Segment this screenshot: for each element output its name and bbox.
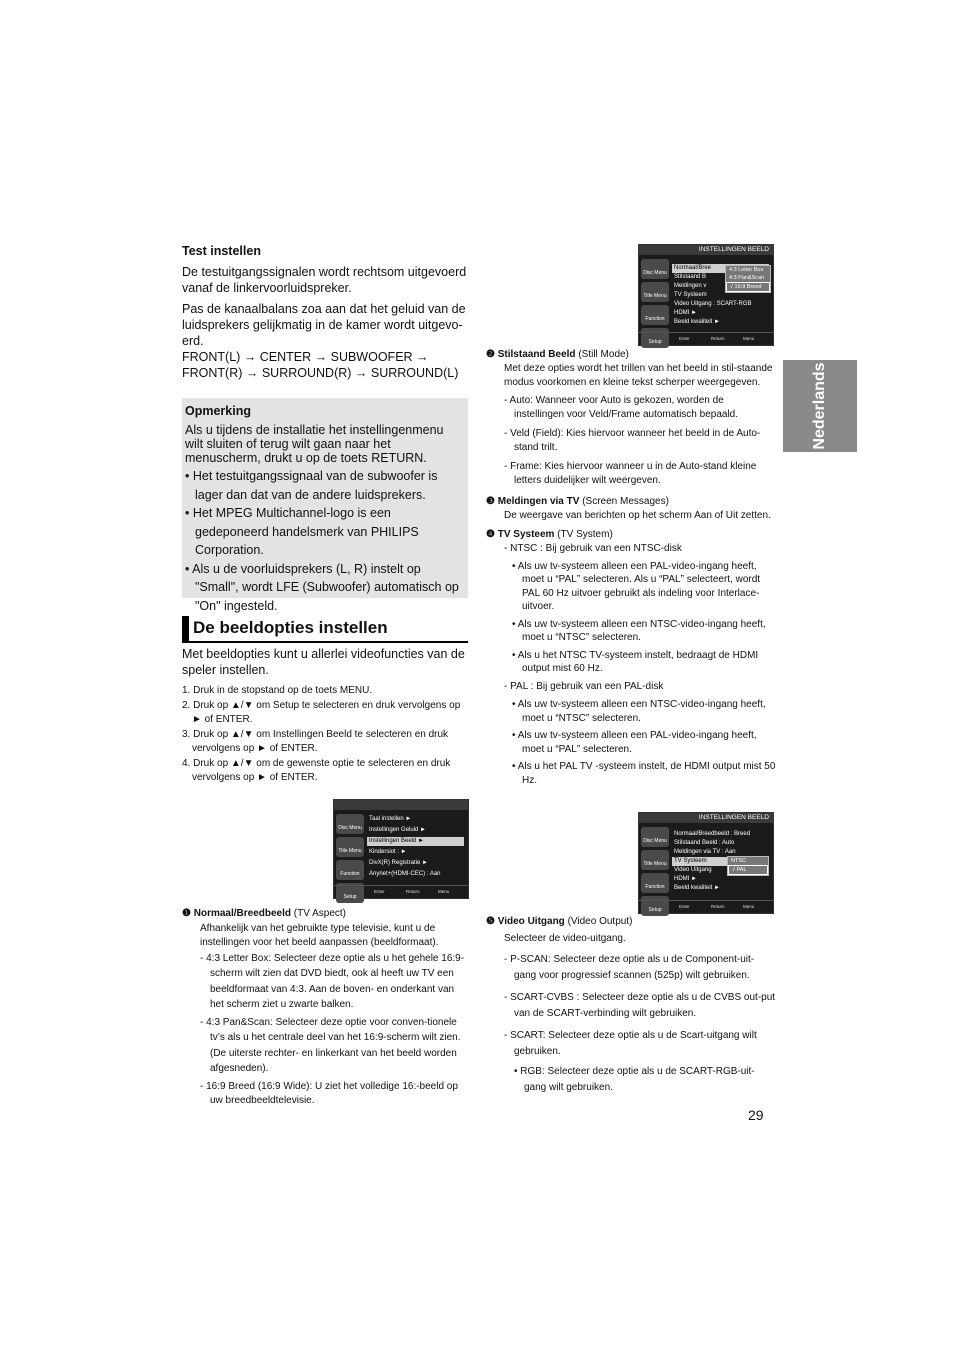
- language-tab: [783, 360, 857, 452]
- item5-option: - SCART-CVBS : Selecteer deze optie als u de CVBS out-put van de SCART-verbinding wilt gebruiken.: [504, 992, 776, 1019]
- section-heading: [182, 616, 468, 643]
- item4-suffix: (TV System): [554, 528, 613, 540]
- menu-item: Kindersiot : ►: [369, 849, 407, 855]
- screen-footer: [639, 332, 773, 345]
- setup-icon: Setup: [641, 896, 669, 916]
- menu-item: Normaal/Breedbeeld : Breed: [674, 831, 751, 837]
- menu-hint: Menu: [438, 889, 450, 894]
- step: 2. Druk op ▲/▼ om Setup te selecteren en druk vervolgens op ► of ENTER.: [182, 699, 461, 725]
- setup-icon: Setup: [641, 328, 669, 348]
- submenu-option: 4:3 Pan&Scan: [729, 275, 765, 281]
- menu-item: Stilstaand B: [674, 274, 707, 280]
- item2-option: - Veld (Field): Kies hiervoor wanneer het beeld in de Auto-stand trilt.: [504, 427, 761, 453]
- item4-pal: - PAL : Bij gebruik van een PAL-disk: [504, 680, 664, 692]
- menu-item: HDMI ►: [674, 876, 697, 882]
- menu-item: Anynet+(HDMI-CEC) : Aan: [369, 871, 441, 877]
- screen-title-bar: INSTELLINGEN BEELD: [639, 813, 773, 823]
- menu-item-selected: Normaal/Bree: [672, 264, 769, 273]
- item5-option: - P-SCAN: Selecteer deze optie als u de Component-uit-gang voor progressief scannen (525p) wilt gebruiken.: [504, 954, 755, 981]
- test-paragraph-1: De testuitgangssignalen wordt rechtsom uitgevoerd vanaf de linkervoorluidspreker.: [182, 265, 467, 295]
- disc-menu-icon: Disc Menu: [641, 827, 669, 847]
- return-hint: Return: [711, 336, 725, 341]
- note-bullet: • Het testuitgangssignaal van de subwoofer is lager dan dat van de andere luidsprekers.: [185, 469, 438, 502]
- note-bullet: • Als u de voorluidsprekers (L, R) instelt op "Small", wordt LFE (Subwoofer) automatisch op "On" ingesteld.: [185, 561, 459, 613]
- item5-rgb: • RGB: Selecteer deze optie als u de SCART-RGB-uit-gang wilt gebruiken.: [514, 1066, 755, 1093]
- note-title: Opmerking: [185, 404, 251, 418]
- title-menu-icon: Title Menu: [641, 850, 669, 870]
- item3-suffix: (Screen Messages): [579, 495, 669, 507]
- test-heading: Test instellen: [182, 244, 261, 258]
- section-title: De beeldopties instellen: [193, 618, 388, 637]
- menu-item: Beeld kwaliteit ►: [674, 885, 720, 891]
- setup-menu-screenshot: [333, 799, 469, 899]
- note-text: Als u tijdens de installatie het instellingenmenu wilt sluiten of terug wilt gaan naar het menuscherm, drukt u op de toets RETURN.: [185, 423, 444, 465]
- menu-item: HDMI ►: [674, 310, 697, 316]
- beeld-menu-screenshot-2: [638, 812, 774, 914]
- note-box: [182, 398, 468, 613]
- menu-item: Taal instellen ►: [369, 816, 412, 822]
- menu-item: Meldingen via TV : Aan: [674, 849, 736, 855]
- item5-title: ❺ Video Uitgang: [486, 916, 565, 927]
- item2-title: ❷ Stilstaand Beeld: [486, 349, 576, 360]
- submenu-option: 4:3 Letter Box: [729, 267, 764, 273]
- item5-body: Selecteer de video-uitgang.: [504, 932, 626, 944]
- return-hint: Return: [406, 889, 420, 894]
- disc-menu-icon: Disc Menu: [641, 259, 669, 279]
- enter-hint: Enter: [679, 904, 690, 909]
- aspect-submenu: [725, 265, 771, 293]
- item4-bullet: • Als u het PAL TV -systeem instelt, de HDMI output mist 50 Hz.: [512, 761, 776, 786]
- menu-item-selected: TV Systeem: [672, 857, 769, 866]
- menu-item: DivX(R) Registratie ►: [369, 860, 428, 866]
- item5-suffix: (Video Output): [564, 916, 633, 927]
- item4-bullet: • Als u het NTSC TV-systeem instelt, bedraagt de HDMI output mist 60 Hz.: [512, 649, 759, 674]
- test-paragraph-3: FRONT(L) → CENTER → SUBWOOFER → FRONT(R) → SURROUND(R) → SURROUND(L): [182, 350, 459, 380]
- enter-hint: Enter: [374, 889, 385, 894]
- test-paragraph-2: Pas de kanaalbalans zoa aan dat het geluid van de luidsprekers gelijkmatig in de kamer wordt uitgevo-erd.: [182, 302, 466, 348]
- item4-bullet: • Als uw tv-systeem alleen een PAL-video-ingang heeft, moet u “PAL” selecteren.: [512, 730, 757, 755]
- item1-suffix: (TV Aspect): [291, 908, 347, 919]
- menu-item: Meldingen v: [674, 283, 707, 289]
- note-bullet: • Het MPEG Multichannel-logo is een gedeponeerd handelsmerk van PHILIPS Corporation.: [185, 506, 419, 557]
- item2-body: Met deze opties wordt het trillen van het beeld in stil-staande modus voorkomen en kleine tekst scherper weergegeven.: [504, 362, 773, 388]
- item4-ntsc: - NTSC : Bij gebruik van een NTSC-disk: [504, 543, 682, 554]
- enter-hint: Enter: [679, 336, 690, 341]
- title-menu-icon: Title Menu: [641, 282, 669, 302]
- item4-bullet: • Als uw tv-systeem alleen een NTSC-video-ingang heeft, moet u “NTSC” selecteren.: [512, 699, 766, 724]
- item2-suffix: (Still Mode): [575, 349, 629, 360]
- submenu-option: NTSC: [731, 858, 746, 864]
- item1-option: - 4:3 Letter Box: Selecteer deze optie als u het gehele 16:9-scherm wilt zien dat DVD biedt, ook al heeft uw TV een beeldformaat van 4:3. Aan de boven- en onderkant van het scherm ziet u zwarte balken.: [200, 952, 465, 1010]
- function-icon: Function: [641, 873, 669, 893]
- step: 4. Druk op ▲/▼ om de gewenste optie te selecteren en druk vervolgens op ► of ENTER.: [182, 757, 451, 783]
- function-icon: Function: [641, 305, 669, 325]
- language-tab-label: Nederlands: [811, 362, 828, 450]
- submenu-option-selected: √ PAL: [728, 865, 768, 875]
- item3-title: ❸ Meldingen via TV: [486, 495, 580, 507]
- menu-hint: Menu: [743, 336, 755, 341]
- item4-title: ❹ TV Systeem: [486, 528, 555, 540]
- screen-footer: [334, 885, 468, 898]
- submenu-option-selected: √ 16:9 Breed: [726, 282, 770, 292]
- menu-item: Video Uitgang : SCART-RGB: [674, 301, 752, 307]
- item1-option: - 4:3 Pan&Scan: Selecteer deze optie voor conven-tionele tv’s als u het centrale deel van het 16:9-scherm wilt zien. (De uiterste rechter- en linkerkant van het beeld worden afgesneden).: [200, 1016, 461, 1074]
- item1-title: ❶ Normaal/Breedbeeld: [182, 908, 291, 919]
- menu-item: Video Uitgang: [674, 867, 712, 873]
- menu-item: Instellingen Geluid ►: [369, 827, 426, 833]
- heading-marker: [182, 616, 189, 641]
- item5-option: - SCART: Selecteer deze optie als u de Scart-uitgang wilt gebruiken.: [504, 1030, 757, 1057]
- page-number: 29: [748, 1107, 764, 1123]
- menu-item: Beeld kwaliteit ►: [674, 319, 720, 325]
- menu-item-selected: Instellingen Beeld ►: [367, 837, 464, 846]
- return-hint: Return: [711, 904, 725, 909]
- setup-icon: Setup: [336, 883, 364, 903]
- step: 1. Druk in de stopstand op de toets MENU.: [182, 685, 373, 696]
- screen-footer: [639, 900, 773, 913]
- item2-option: - Auto: Wanneer voor Auto is gekozen, worden de instellingen voor Veld/Frame automatisch bepaald.: [504, 394, 739, 420]
- tv-system-submenu: [727, 856, 769, 876]
- screen-title-bar: INSTELLINGEN BEELD: [639, 245, 773, 255]
- item4-bullet: • Als uw tv-systeem alleen een PAL-video-ingang heeft, moet u “PAL” selecteren. Als u “PAL” selecteert, wordt PAL 60 Hz uitvoer gebruikt als indeling voor Interlace-uitvoer.: [512, 560, 761, 612]
- menu-item: TV Systeem: [674, 292, 707, 298]
- menu-hint: Menu: [743, 904, 755, 909]
- screen-title-bar: [334, 800, 468, 810]
- item1-body: Afhankelijk van het gebruikte type televisie, kunt u de instellingen voor het beeld aanpassen (beeldformaat).: [200, 922, 439, 948]
- step: 3. Druk op ▲/▼ om Instellingen Beeld te selecteren en druk vervolgens op ► of ENTER.: [182, 728, 449, 754]
- screen-menu: [367, 815, 464, 879]
- title-menu-icon: Title Menu: [336, 837, 364, 857]
- item4-bullet: • Als uw tv-systeem alleen een NTSC-video-ingang heeft, moet u “NTSC” selecteren.: [512, 618, 766, 643]
- menu-item: Stilstaand Beeld : Auto: [674, 840, 735, 846]
- section-intro: Met beeldopties kunt u allerlei videofuncties van de speler instellen.: [182, 647, 465, 677]
- item1-option: - 16:9 Breed (16:9 Wide): U ziet het volledige 16:-beeld op uw breedbeeldtelevisie.: [200, 1080, 458, 1106]
- function-icon: Function: [336, 860, 364, 880]
- item3-body: De weergave van berichten op het scherm Aan of Uit zetten.: [504, 510, 771, 521]
- beeld-menu-screenshot-1: [638, 244, 774, 346]
- disc-menu-icon: Disc Menu: [336, 814, 364, 834]
- item2-option: - Frame: Kies hiervoor wanneer u in de Auto-stand kleine letters duidelijker wilt weergeven.: [504, 460, 757, 486]
